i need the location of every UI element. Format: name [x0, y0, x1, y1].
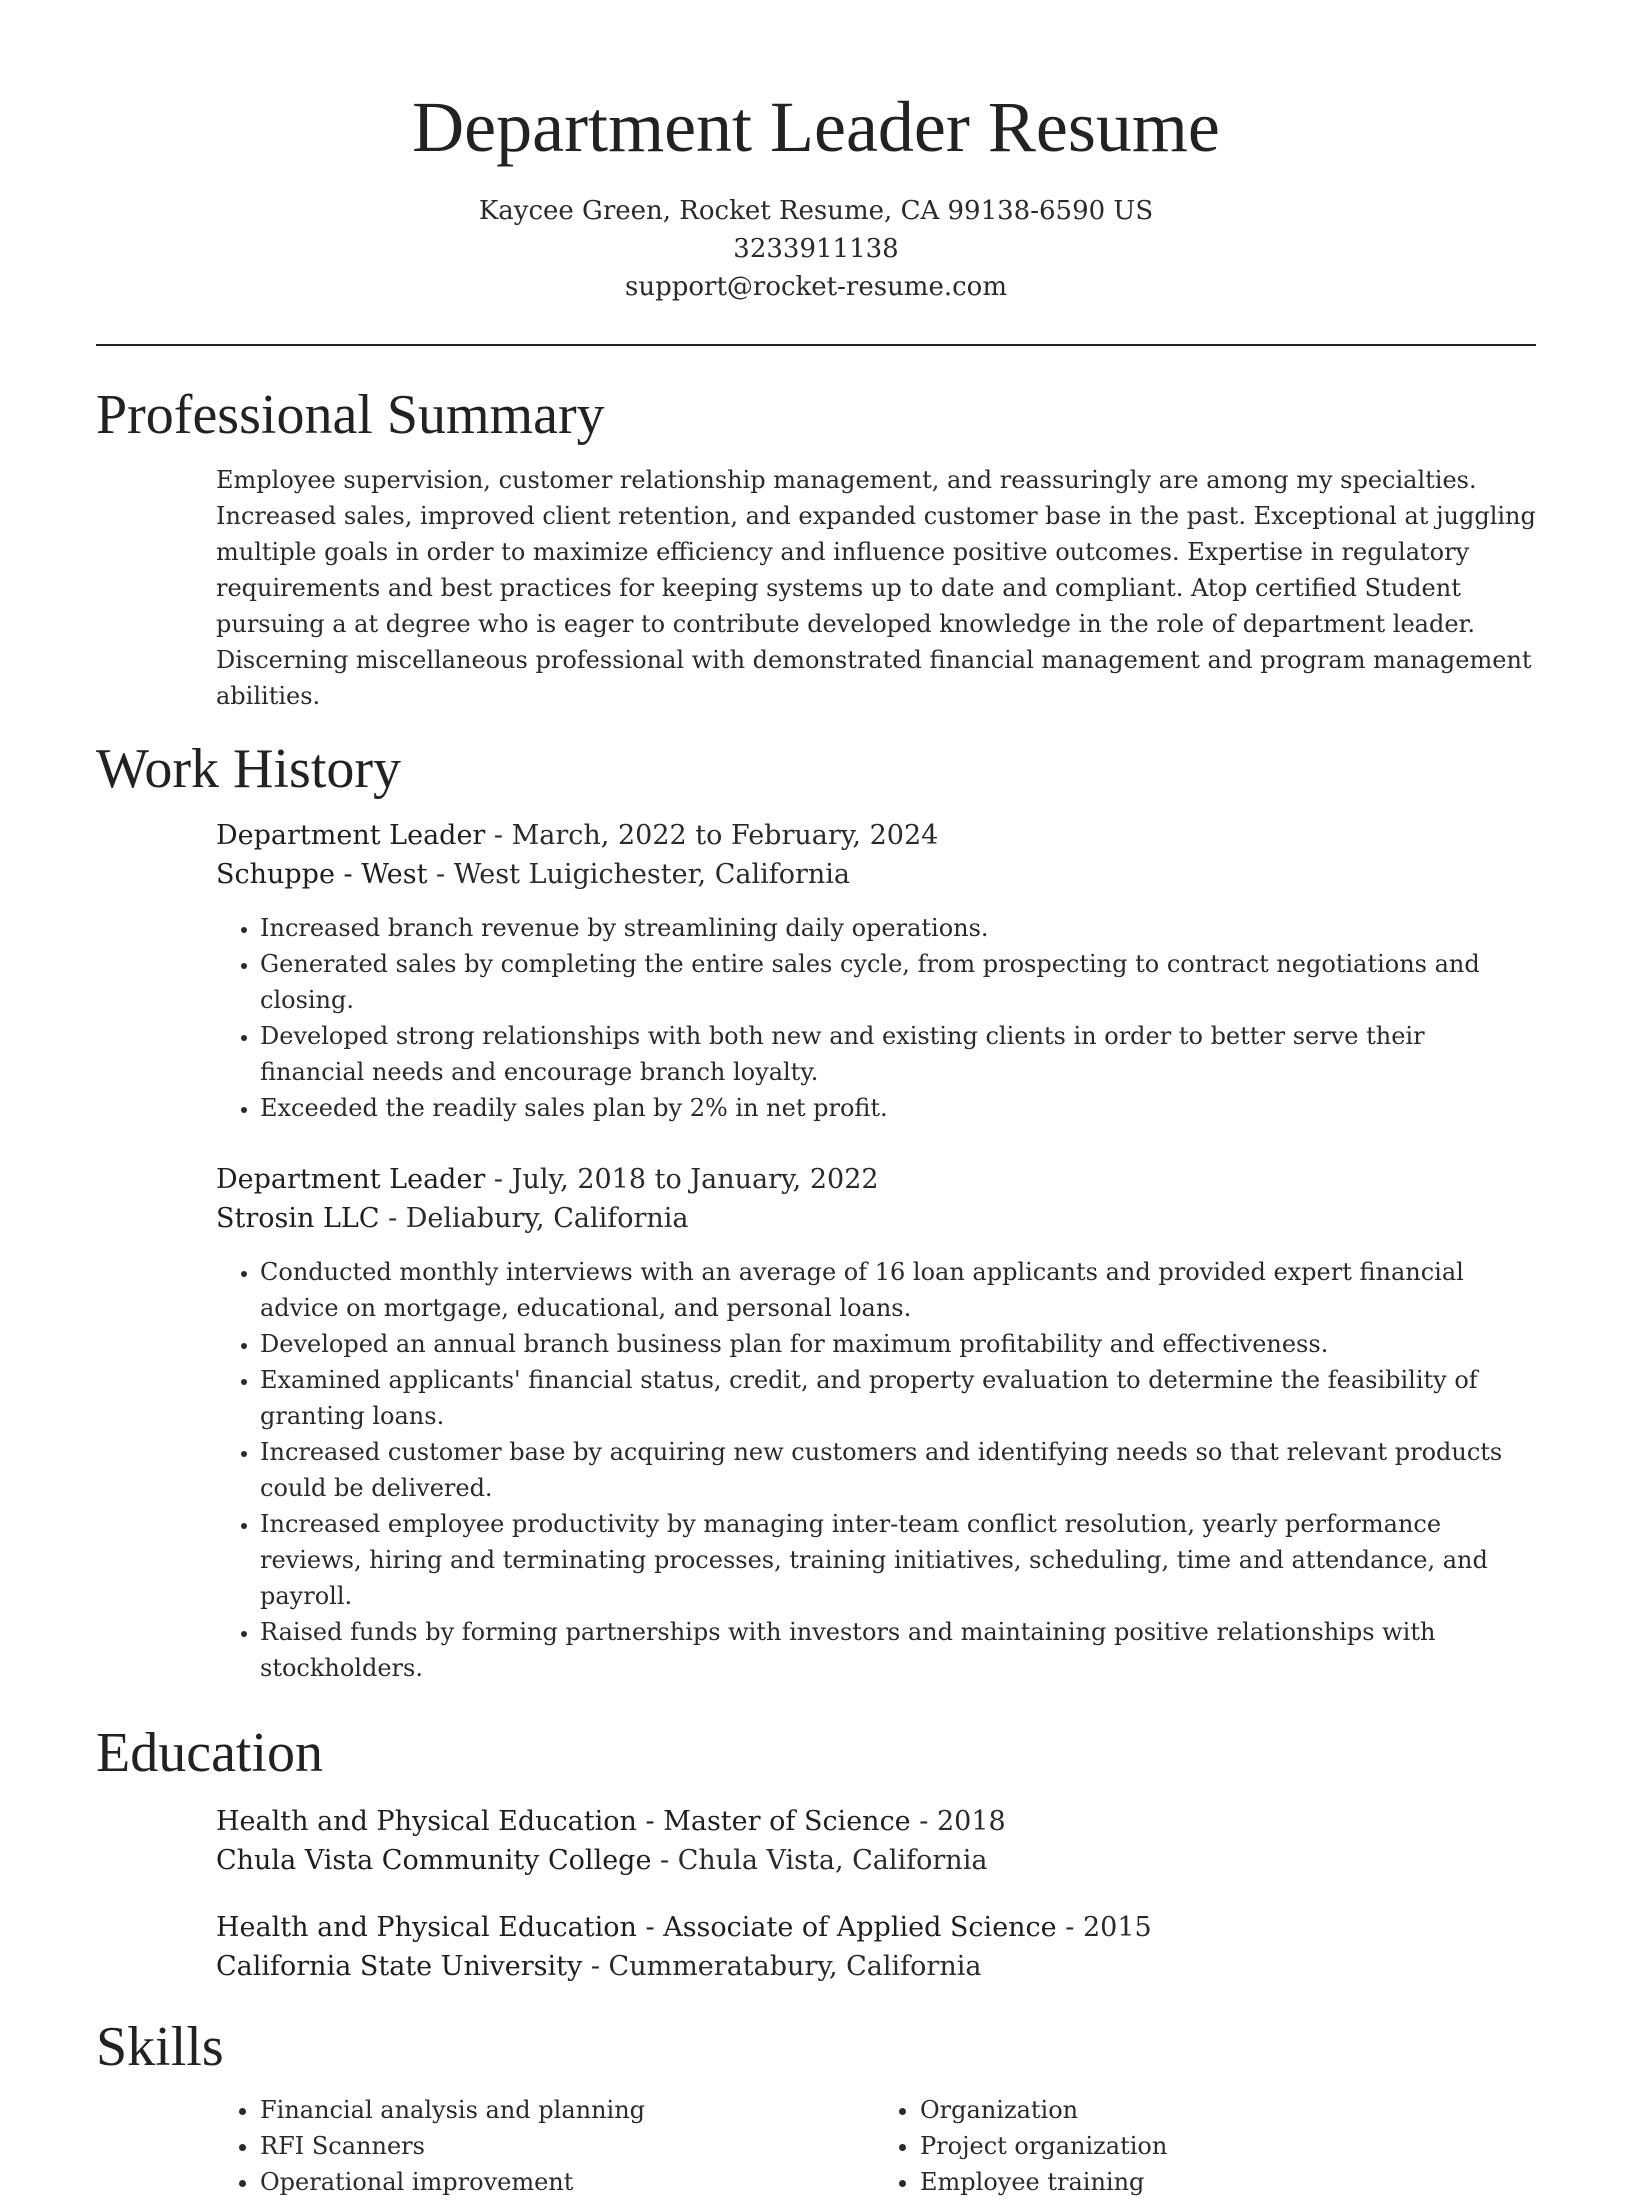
contact-phone: 3233911138: [733, 234, 899, 264]
job-company-line: [216, 1199, 1536, 1238]
job-bullet: • Generated sales by completing the entire sales cycle, from prospecting to contract negotiations and closing.: [260, 946, 1536, 1018]
summary-heading: Professional Summary: [96, 384, 605, 446]
job-bullet: • Increased customer base by acquiring new customers and identifying needs so that relevant products could be delivered.: [260, 1434, 1536, 1506]
education-location: - Cummeratabury, California: [582, 1951, 982, 1982]
education-degree-line: [216, 1908, 1536, 1947]
contact-info: [0, 192, 1632, 306]
job-company-line: [216, 855, 1536, 894]
job-bullets: [216, 1254, 1536, 1686]
job-bullet: • Raised funds by forming partnerships with investors and maintaining positive relationships with stockholders.: [260, 1614, 1536, 1686]
education-entry: [216, 1802, 1536, 1880]
skill-item: • Organization: [920, 2092, 1536, 2128]
education-section: [216, 1802, 1536, 1986]
job-dates: - March, 2022 to February, 2024: [485, 820, 939, 851]
job-company: Schuppe - West: [216, 859, 428, 890]
job-bullet: • Developed an annual branch business plan for maximum profitability and effectiveness.: [260, 1326, 1536, 1362]
job-title-line: [216, 816, 1536, 855]
education-school-line: [216, 1841, 1536, 1880]
skills-heading: Skills: [96, 2016, 224, 2078]
skill-item: • Project organization: [920, 2128, 1536, 2164]
skill-item: • RFI Scanners: [260, 2128, 876, 2164]
contact-email: support@rocket-resume.com: [624, 272, 1007, 302]
skills-list-left: [216, 2092, 876, 2200]
job-entry: [216, 1160, 1536, 1686]
education-field: Health and Physical Education: [216, 1806, 637, 1837]
job-title-line: [216, 1160, 1536, 1199]
work-history-section: [216, 816, 1536, 1686]
education-school: Chula Vista Community College: [216, 1845, 652, 1876]
skill-item: • Employee training: [920, 2164, 1536, 2200]
job-title: Department Leader: [216, 1164, 486, 1195]
job-dates: - July, 2018 to January, 2022: [485, 1164, 879, 1195]
job-bullet: • Examined applicants' financial status, credit, and property evaluation to determine the feasibility of granting loans.: [260, 1362, 1536, 1434]
work-history-heading: Work History: [96, 738, 402, 800]
job-location: - West Luigichester, California: [427, 859, 851, 890]
job-bullet: • Exceeded the readily sales plan by 2% in net profit.: [260, 1090, 1536, 1126]
education-location: - Chula Vista, California: [651, 1845, 988, 1876]
job-title: Department Leader: [216, 820, 486, 851]
summary-text: Employee supervision, customer relationship management, and reassuringly are among my specialties. Increased sales, improved client retention, and expanded customer base in the past. Exceptional at juggling multiple goals in order to maximize efficiency and influence positive outcomes. Expertise in regulatory requirements and best practices for keeping systems up to date and compliant. Atop certified Student pursuing a at degree who is eager to contribute developed knowledge in the role of department leader. Discerning miscellaneous professional with demonstrated financial management and program management abilities.: [216, 466, 1536, 710]
job-bullet: • Increased employee productivity by managing inter-team conflict resolution, yearly performance reviews, hiring and terminating processes, training initiatives, scheduling, time and attendance, and payroll.: [260, 1506, 1536, 1614]
job-bullet: • Increased branch revenue by streamlining daily operations.: [260, 910, 1536, 946]
job-bullet: • Developed strong relationships with both new and existing clients in order to better serve their financial needs and encourage branch loyalty.: [260, 1018, 1536, 1090]
job-location: - Deliabury, California: [379, 1203, 689, 1234]
header-divider: [96, 344, 1536, 346]
education-degree: - Master of Science: [636, 1806, 911, 1837]
skill-item: • Financial analysis and planning: [260, 2092, 876, 2128]
resume-title: Department Leader Resume: [412, 87, 1220, 167]
education-degree-line: [216, 1802, 1536, 1841]
skills-list-right: [876, 2092, 1536, 2200]
education-field: Health and Physical Education: [216, 1912, 637, 1943]
education-year: - 2015: [1056, 1912, 1152, 1943]
education-school: California State University: [216, 1951, 583, 1982]
education-school-line: [216, 1947, 1536, 1986]
education-heading: Education: [96, 1722, 324, 1784]
job-company: Strosin LLC: [216, 1203, 380, 1234]
resume-header: [0, 0, 1632, 306]
education-year: - 2018: [910, 1806, 1006, 1837]
summary-section: [216, 462, 1536, 714]
skill-item: • Operational improvement: [260, 2164, 876, 2200]
job-bullets: [216, 910, 1536, 1126]
job-bullet: • Conducted monthly interviews with an average of 16 loan applicants and provided expert financial advice on mortgage, educational, and personal loans.: [260, 1254, 1536, 1326]
education-entry: [216, 1908, 1536, 1986]
contact-address: Kaycee Green, Rocket Resume, CA 99138-6590 US: [478, 196, 1154, 226]
job-entry: [216, 816, 1536, 1126]
skills-section: [216, 2092, 1536, 2200]
education-degree: - Associate of Applied Science: [636, 1912, 1057, 1943]
